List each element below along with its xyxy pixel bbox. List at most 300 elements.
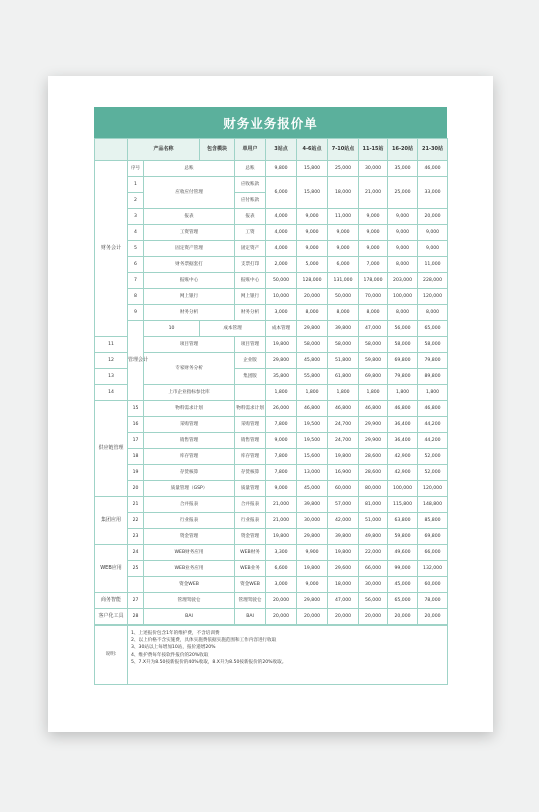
price-cell: 46,000 [418,161,448,177]
price-cell: 9,000 [388,241,418,257]
module-name [235,385,266,401]
price-cell: 36,400 [388,433,418,449]
price-cell: 1,800 [388,385,418,401]
product-name: 采购管理 [144,417,235,433]
price-cell: 228,000 [418,273,448,289]
seq-cell: 18 [128,449,144,465]
price-cell: 9,000 [388,209,418,225]
product-name: 资金管理 [144,529,235,545]
price-cell: 2,000 [266,257,297,273]
product-name: 成本管理 [200,321,266,337]
module-name: 资金管理 [235,529,266,545]
header-cell: 3站点 [266,139,297,161]
seq-cell: 28 [128,609,144,625]
price-cell: 47,000 [328,593,359,609]
price-cell: 19,800 [266,337,297,353]
table-row [95,273,448,289]
price-cell: 7,000 [359,257,388,273]
price-cell: 8,000 [328,305,359,321]
price-cell: 46,800 [328,401,359,417]
price-cell: 29,800 [297,529,328,545]
price-cell: 29,800 [266,353,297,369]
price-cell: 20,000 [266,609,297,625]
header-cell: 11-15站 [359,139,388,161]
price-cell: 58,000 [418,337,448,353]
table-row [95,177,448,193]
price-cell: 56,000 [359,593,388,609]
price-cell: 26,000 [266,401,297,417]
price-cell: 59,800 [388,529,418,545]
price-cell: 58,000 [328,337,359,353]
module-name: 支票打印 [235,257,266,273]
price-cell: 65,000 [388,593,418,609]
price-cell: 1,800 [418,385,448,401]
module-name: WEB财务 [235,545,266,561]
price-cell: 52,000 [418,449,448,465]
header-cell: 21-30站 [418,139,448,161]
table-row [95,257,448,273]
price-cell: 4,000 [266,209,297,225]
price-cell: 20,000 [297,609,328,625]
table-row [95,513,448,529]
price-cell: 7,800 [266,465,297,481]
seq-cell: 15 [128,401,144,417]
header-cell: 产品名称 [128,139,200,161]
seq-cell: 8 [128,289,144,305]
price-cell: 131,000 [328,273,359,289]
price-cell: 69,800 [418,529,448,545]
category-cell: WEB应用 [95,545,128,593]
price-cell: 30,000 [359,161,388,177]
table-row [95,321,448,337]
product-name: 工资管理 [144,225,235,241]
module-name: 总账 [235,161,266,177]
price-cell: 46,800 [388,401,418,417]
module-name: 物料需求计划 [235,401,266,417]
product-name: 存货核算 [144,465,235,481]
price-cell: 42,900 [388,449,418,465]
table-row [95,289,448,305]
price-cell: 8,000 [388,257,418,273]
seq-cell: 25 [128,561,144,577]
price-cell: 9,000 [359,225,388,241]
seq-cell: 4 [128,225,144,241]
notes-table [94,625,448,685]
price-cell: 24,700 [328,417,359,433]
price-cell: 20,000 [266,593,297,609]
table-row [95,433,448,449]
price-cell: 15,600 [297,449,328,465]
price-cell: 10,000 [266,289,297,305]
table-row [95,561,448,577]
seq-cell: 23 [128,529,144,545]
price-cell: 6,000 [328,257,359,273]
price-cell: 80,000 [359,481,388,497]
price-cell: 33,000 [418,177,448,209]
seq-cell: 9 [128,305,144,321]
price-cell: 52,000 [418,465,448,481]
price-cell: 60,000 [328,481,359,497]
table-row [95,609,448,625]
seq-cell: 17 [128,433,144,449]
module-name: 采购管理 [235,417,266,433]
price-cell: 65,000 [418,321,448,337]
module-name: 质量管理 [235,481,266,497]
product-name: 财务分析 [144,305,235,321]
seq-cell: 14 [95,385,128,401]
module-name: 应收账款 [235,177,266,193]
price-cell: 85,800 [418,513,448,529]
price-cell: 1,800 [297,385,328,401]
price-cell: 9,000 [418,241,448,257]
price-cell: 25,000 [328,161,359,177]
module-name: BAI [235,609,266,625]
table-row [95,465,448,481]
price-cell: 66,000 [418,545,448,561]
price-cell: 69,800 [359,369,388,385]
product-name: 总账 [144,161,235,177]
price-cell: 9,800 [266,161,297,177]
price-cell: 6,000 [266,177,297,209]
header-cell: 7-10站点 [328,139,359,161]
price-cell: 45,000 [297,481,328,497]
price-cell: 30,000 [359,577,388,593]
price-cell: 9,000 [359,241,388,257]
price-cell: 3,300 [266,545,297,561]
price-cell: 29,900 [359,433,388,449]
price-cell: 8,000 [297,305,328,321]
table-row [95,337,448,353]
price-cell: 1,800 [359,385,388,401]
price-cell: 3,000 [266,577,297,593]
price-cell: 16,900 [328,465,359,481]
price-cell: 51,000 [359,513,388,529]
price-cell: 46,800 [418,401,448,417]
document-paper [48,76,493,732]
price-cell: 56,000 [388,321,418,337]
product-name: 专家财务分析 [144,353,235,385]
price-cell: 69,800 [388,353,418,369]
price-cell: 58,000 [359,337,388,353]
price-cell: 19,500 [297,433,328,449]
seq-cell: 16 [128,417,144,433]
price-cell: 9,000 [297,209,328,225]
table-row [95,417,448,433]
product-name: 网上银行 [144,289,235,305]
price-cell: 9,000 [328,241,359,257]
price-cell: 42,900 [388,465,418,481]
product-name: BAI [144,609,235,625]
price-cell: 9,000 [297,241,328,257]
price-cell: 7,800 [266,417,297,433]
price-cell: 55,800 [297,369,328,385]
product-name: WEB业务应用 [144,561,235,577]
price-cell: 58,000 [297,337,328,353]
seq-cell: 10 [144,321,200,337]
price-cell: 50,000 [328,289,359,305]
seq-cell: 24 [128,545,144,561]
module-name: 库存管理 [235,449,266,465]
module-name: 报表 [235,209,266,225]
price-cell: 178,000 [359,273,388,289]
price-cell: 21,000 [266,497,297,513]
table-row [95,481,448,497]
price-cell: 100,000 [388,289,418,305]
product-name: 项目管理 [144,337,235,353]
product-name: 质量管理（GSP） [144,481,235,497]
product-name: 报表 [144,209,235,225]
module-name: 报账中心 [235,273,266,289]
price-cell: 18,000 [328,577,359,593]
module-name: 集团版 [235,369,266,385]
product-name: 合并报表 [144,497,235,513]
module-name: 企业版 [235,353,266,369]
price-cell: 13,000 [297,465,328,481]
price-cell: 50,000 [266,273,297,289]
price-cell: 44,200 [418,417,448,433]
price-cell: 4,000 [266,225,297,241]
note-line: 3、30站以上每增加10站，报价递增20% [131,645,216,651]
price-cell: 132,000 [418,561,448,577]
seq-cell: 11 [95,337,128,353]
price-cell: 35,800 [266,369,297,385]
price-cell: 78,000 [418,593,448,609]
module-name: 项目管理 [235,337,266,353]
header-cell: 包含模块 [200,139,235,161]
price-cell: 20,000 [388,609,418,625]
price-cell: 22,000 [359,545,388,561]
table-row [95,497,448,513]
price-cell: 51,800 [328,353,359,369]
seq-cell: 2 [128,193,144,209]
seq-header: 序号 [128,161,144,177]
table-row [95,161,448,177]
category-cell: 供应链管理 [95,401,128,497]
module-name: 工资 [235,225,266,241]
module-name: 管理驾驶仓 [235,593,266,609]
price-cell: 60,000 [418,577,448,593]
price-cell: 21,000 [359,177,388,209]
table-row [95,225,448,241]
price-cell: 100,000 [388,481,418,497]
price-cell: 4,000 [266,241,297,257]
header-cell: 单用户 [235,139,266,161]
product-name: 报账中心 [144,273,235,289]
seq-cell: 6 [128,257,144,273]
price-cell: 29,600 [328,561,359,577]
seq-cell: 27 [128,593,144,609]
price-cell: 79,800 [418,353,448,369]
seq-cell [128,577,144,593]
price-cell: 20,000 [328,609,359,625]
price-cell: 128,000 [297,273,328,289]
price-cell: 39,800 [328,321,359,337]
price-cell: 15,800 [297,177,328,209]
category-cell: 商务智能 [95,593,128,609]
price-cell: 18,000 [328,177,359,209]
product-name: 销售管理 [144,433,235,449]
table-row [95,241,448,257]
price-cell: 20,000 [359,609,388,625]
product-name: 物料需求计划 [144,401,235,417]
price-cell: 25,000 [388,177,418,209]
module-name: 行业报表 [235,513,266,529]
price-cell: 3,000 [266,305,297,321]
product-name: WEB财务应用 [144,545,235,561]
module-name: 应付账款 [235,193,266,209]
price-cell: 9,000 [359,209,388,225]
header-row [95,139,448,161]
price-cell: 9,000 [418,225,448,241]
price-cell: 9,000 [266,481,297,497]
price-cell: 49,800 [359,529,388,545]
price-cell: 1,800 [266,385,297,401]
price-cell: 57,000 [328,497,359,513]
seq-cell: 13 [95,369,128,385]
price-cell: 7,800 [266,449,297,465]
price-cell: 24,700 [328,433,359,449]
module-name: 网上银行 [235,289,266,305]
note-line: 5、7.X升为8.50按新报价的40%收取，8.X升为8.50按新报价的20%收取。 [131,659,287,665]
seq-cell: 21 [128,497,144,513]
price-cell: 39,800 [297,497,328,513]
header-cell: 4-6站点 [297,139,328,161]
table-row [95,529,448,545]
seq-cell: 7 [128,273,144,289]
price-cell: 9,000 [297,577,328,593]
table-row [95,401,448,417]
price-cell: 45,800 [297,353,328,369]
product-name: 上市企业指标参比库 [144,385,235,401]
price-cell: 99,000 [388,561,418,577]
price-cell: 19,800 [328,449,359,465]
price-cell: 35,000 [388,161,418,177]
price-cell: 9,000 [328,225,359,241]
module-name: 财务分析 [235,305,266,321]
product-name: 固定资产管理 [144,241,235,257]
price-cell: 46,800 [359,401,388,417]
module-name: 合并报表 [235,497,266,513]
price-cell: 5,000 [297,257,328,273]
price-cell: 49,600 [388,545,418,561]
price-cell: 8,000 [388,305,418,321]
price-cell: 36,400 [388,417,418,433]
seq-cell: 22 [128,513,144,529]
product-name: 库存管理 [144,449,235,465]
price-cell: 81,000 [359,497,388,513]
header-cell: 16-20站 [388,139,418,161]
category-cell: 管理会计 [128,321,144,401]
price-cell: 30,000 [297,513,328,529]
price-cell: 20,000 [418,609,448,625]
seq-cell: 12 [95,353,128,369]
price-cell: 79,800 [388,369,418,385]
sheet-title: 财务业务报价单 [94,107,447,138]
price-cell: 115,800 [388,497,418,513]
price-cell: 11,000 [328,209,359,225]
price-cell: 9,000 [297,225,328,241]
product-name: 管理驾驶仓 [144,593,235,609]
table-row [95,593,448,609]
note-line: 1、上述报价包含1年的维护费，不含培训费 [131,631,220,636]
price-cell: 58,000 [388,337,418,353]
price-cell: 19,800 [328,545,359,561]
price-cell: 28,600 [359,465,388,481]
price-cell: 148,800 [418,497,448,513]
price-cell: 42,000 [328,513,359,529]
module-name: 销售管理 [235,433,266,449]
price-cell: 15,800 [297,161,328,177]
quote-sheet [94,107,447,685]
price-cell: 29,800 [297,321,328,337]
table-body [95,161,448,625]
price-cell: 120,000 [418,289,448,305]
price-cell: 61,800 [328,369,359,385]
table-row [95,577,448,593]
price-cell: 39,800 [328,529,359,545]
price-cell: 9,900 [297,545,328,561]
price-cell: 19,800 [297,561,328,577]
header-blank [95,139,128,161]
seq-cell: 19 [128,465,144,481]
price-cell: 120,000 [418,481,448,497]
product-name: 资金WEB [144,577,235,593]
category-cell: 客户化工具 [95,609,128,625]
price-cell: 19,500 [297,417,328,433]
price-table [94,138,448,625]
price-cell: 29,900 [359,417,388,433]
seq-cell: 1 [128,177,144,193]
price-cell: 6,600 [266,561,297,577]
module-name: 成本管理 [266,321,297,337]
note-line: 2、以上价格不含实施费，具体实施费依据实施范围和工作内容进行收取 [131,638,277,644]
price-cell: 11,000 [418,257,448,273]
note-line: 4、维护费每年按软件报价的20%收取 [131,652,209,658]
seq-cell: 3 [128,209,144,225]
price-cell: 47,000 [359,321,388,337]
table-row [95,545,448,561]
price-cell: 59,800 [359,353,388,369]
price-cell: 66,000 [359,561,388,577]
price-cell: 28,600 [359,449,388,465]
price-cell: 8,000 [359,305,388,321]
category-cell: 集团应用 [95,497,128,545]
table-row [95,385,448,401]
module-name: 固定资产 [235,241,266,257]
price-cell: 70,000 [359,289,388,305]
module-name: WEB业务 [235,561,266,577]
price-cell: 63,800 [388,513,418,529]
table-row [95,449,448,465]
table-row [95,209,448,225]
product-name: 应收应付管理 [144,177,235,209]
category-cell: 财务会计 [95,161,128,337]
price-cell: 1,800 [328,385,359,401]
notes-label: 说明: [95,626,128,685]
module-name: 资金WEB [235,577,266,593]
price-cell: 21,000 [266,513,297,529]
price-cell: 20,000 [418,209,448,225]
price-cell: 9,000 [266,433,297,449]
seq-cell: 5 [128,241,144,257]
price-cell: 19,800 [266,529,297,545]
price-cell: 8,000 [418,305,448,321]
notes-content [128,626,448,685]
table-row [95,305,448,321]
price-cell: 45,000 [388,577,418,593]
price-cell: 20,000 [297,289,328,305]
seq-cell: 20 [128,481,144,497]
